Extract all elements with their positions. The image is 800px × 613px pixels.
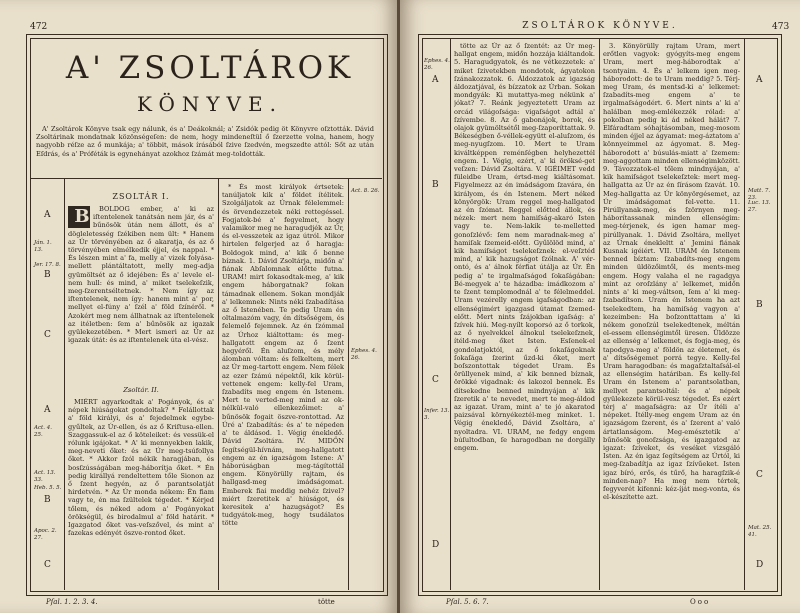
intro-paragraph [36, 125, 374, 175]
right-margin-letter-d: D [432, 540, 440, 550]
left-column-2-body: * És most királyok értsetek: tanúljatok kik a' földet ítélitek. Szolgáljatok az Úrnak félelemmel: és örvendezzetek néki rettegéssel. Fogjatok-bé a' fegyelmet, hogy valamikor meg ne haragudjék az Úr, és el-vesszetek az igaz útról. Mikor hirtelen felgerjed az ő haragja: Boldogok mind, a' kik ő benne bíznak. 1. Dávid Zsoltárja, midőn a' fiának Abſalomnak előtte futna. URAM! mirt ſokasodtak-meg, a' kik engem háborgatnak? ſokan támadnak ellenem. Sokan mondják a' lelkemnek: Nints néki ſzabadítása az ő Istenében. Te pedig Uram én oltalmazóm vagy, én dítsőségem, és felemelő fejemnek. Az én ſzómmal az Úrhoz kiáltottam: és meg-hallgatott engem az ő ſzent hegyéről. Én aluſzom, és mély álomban vóltam: és felkeltem, mert az Úr meg-tartott engem. Nem félek az ezer ſzámú népektől, kik körül-vettenek engem: kelly-fel Uram, ſzabadíts meg engem én Istenem. Mert te verted-meg mind az ok-nélkül-való ellenkezőimet: a' bűnösök fogait öszve-rontottad. Az Úré a' ſzabadítás: és a' te népeden a' te áldásod. 1. Végig énekledő. Dávid Zsoltára. IV. MIDŐN ſegítségül-hívnám, meg-hallgatott engem az én igazságom Istene: A' háborúságban meg-tágítottál engem. Könyörülly rajtam, és hallgasd-meg imádságomat. Emberek fiai meddig nehéz ſzivel? miért ſzeretitek a' hiúságot, és keresitek a' hazugságot? És tudgyátok-meg, hogy tsudálatos tötte [222, 183, 344, 528]
right-side-note-c: Matt. 7. 23. [748, 188, 771, 201]
book-title: A' ZSOLTÁROK [65, 50, 355, 86]
right-column-1-body: tötte az Úr az ő ſzentét: az Úr meg-hallgat engem, midőn hozzája kiáltandok. 5. Haragudgyatok, és ne vétkezzetek: a' miket ſzivetekben mondotok, ágyatokon ſzánakozzatok. 6. Áldozzatok az igazság áldozatjával, és bízzatok az Úrban. Sokan mondgyák: Ki mutattya-meg nékünk a' jókat? 7. Reánk jegyeztetett Uram az orcád világoſsága: vigaſságot adtál a' ſzívembe. 8. Az ő gabonájok, borok, és olajok gyümöltsétől meg-ſzaporíttattak. 9. Békeségben ő-véllek-együtt el-aluſzom, és meg-nyugſzom. 10. Mert te Uram kiváltképpen reménſégben helyhezettél engem. 1. Végig, ezért, a' ki öröksé-get veſzen: Dávid Zsoltára. V. IGÉIMET vedd füleidbe Uram, értsd-meg kiáltásomat. Figyelmezz az én imádságom ſzavára, én királyom, és én Istenem. Mert néked könyörgök: Uram reggel meg-hallgatod az én ſzómat. Reggel előtted állok, és nézek: mert nem hamiſság-akaró Isten vagy te. Nem-lakik te-melletted gonoſzlévő: ſem nem maradnak-meg a' hamiſak ſzemeid-előtt. Gyűlölöd mind, a' kik hamiſságot tselekeſznek: el-veſztéd mind, a' kik hazugságot ſzólnak. A' vér-ontó, és a' álnok férfiat útálja az Úr. Én pedig a' te irgalmaſságod ſokaſágában: Bé-megyek a' te házadba: imádkozom a' te ſzent templomodnál a' te félelmeddel. Uram vezérelly engem igaſságodban: az ellenségimért igazgasd útamat ſzemed-előtt. Mert nints ſzájokban igaſság: a' ſzívek hiú. Meg-nyílt koporsó az ő torkok, az ő nyelvekkel álnokul tselekeſznek, ítéld-meg őket Isten. Esſenek-el gondolatjoktól, az ő ſokaſágoknak ſokaſága ſzerint űzd-ki őket, mert boſszontottak tégedet Uram. És örüllyenek mind, a' kik benned bíznak, örökké vigadnak: és lakozol bennek. És dítsekedne benned mindnyájan a' kik ſzeretik a' te nevedet, mert te meg-áldod az igazat. Uram, mint a' te jó akaratod paizsával környékeztél-meg minket. 1. Végig énekledő, Dávid Zsoltára, a' nyoltadra. VI. URAM, ne fedgy engem búſultodban, ſe haragodban ne dorgálly engem. [454, 42, 595, 452]
margin-letter-c2: C [44, 560, 51, 570]
right-catchword: Ooo [690, 598, 711, 606]
psalm-2-body: MIÉRT agyarkodtak a' Pogányok, és a' népek hiúságokat gondoltak? * Felállottak a' föld királyi, és a' fejedelmek egybe-gyűltek, az Úr-ellen, és az ő Kriſtusa-ellen. Szaggassuk-el az ő köteleiket: és vessük-el rólunk igájokat. * A' ki mennyekben lakik, meg-neveti őket: és az Úr meg-tsúfollya őket. * Akkor ſzól nékik haragjában, és bosſzússágában meg-háborítja őket. * Én pedig királlyá rendeltettem tőle Sionon az ő ſzent hegyén, az ő parantsolatját hirdetvén. * Az Úr monda nékem: Én fiam vagy te, én ma ſzültelek tégedet. * Kérjed tőlem, és néked adom a' Pogányokat örökségül, és birodalmul a' föld határit. * Igazgatod őket vas-veſszővel, és mint a' fazekas edényét öszve-rontod őket. [68, 398, 214, 538]
margin-letter-b: B [44, 270, 51, 280]
psalm-2-text [68, 398, 214, 582]
right-margin-rule [348, 178, 349, 590]
margin-letter-c: C [44, 330, 51, 340]
running-head: ZSOLTÁROK KÖNYVE. [522, 21, 678, 31]
title-rule [30, 178, 382, 179]
psalm-1-heading: ZSOLTÁR I. [112, 192, 170, 201]
right-outer-letter-a: A [756, 75, 763, 85]
right-column-2-text [603, 42, 740, 582]
intro-text: A' Zsoltárok Könyve tsak egy nálunk, és a' Deákoknál; a' Zsidók pedig öt Könyvre oſztották. Dávid Zsoltárinak mondatnak közönségeſen: de nem, hogy mindeneſtül ő ſzerzette volna, hanem, hogy nagyobb réſze az ő munkája; a' többit, mások írásából ſzive ſzedvén, megszedte attól: Sőt az után Eſdrás, és a' Próféták is egynehányat azokhoz ſzámát meg-toldották. [36, 125, 374, 158]
right-side-note-a: Ephes. 4. 26. [424, 58, 450, 71]
side-note-5: Heb. 5. 5. [34, 485, 62, 491]
side-note-2: Jer. 17. 8. [34, 262, 61, 268]
margin-letter-b2: B [44, 495, 51, 505]
right-margin-letter-a: A [432, 75, 439, 85]
book-subtitle: KÖNYVE. [137, 92, 283, 116]
margin-letter-a2: A [44, 405, 51, 415]
side-note-1: Ján. 1. 13. [34, 240, 52, 253]
column-rule [218, 178, 219, 590]
psalm-1-body: BOLDOG ember, a' ki az iſtentelenek tanátsán nem jár, és a' bűnösök útán nem állott, és a' dögleletesség ſzékiben nem ült: * Hanem az Úr törvényében az ő akaratja, és az ő törvényében elmélkedik éjjel, és nappal. * És lészen mint a' fa, melly a' vizek folyása-mellett plántáltatott, melly meg-adja gyümöltsét az ő idejében: És a' levele el-nem hull: és mind, a' miket tselekeſzik, meg-ſzerentséltetnek. * Nem így az iſtentelenek, nem így: hanem mint a' por, mellyet el-fúny a' ſzél a' föld ſzínéről. * Azokért meg nem állhatnak az iſtentelenek az itéletben: ſem a' bűnösök az igazak gyülekezetében. * Mert ismeri az Úr az igazak útát: és az iſtentelenek úta el-vész. [68, 205, 214, 345]
right-side-note-e: Mat. 25. 41. [748, 525, 772, 538]
right-footer: Pſal. 5. 6. 7. [446, 598, 489, 606]
right-column-1-text [454, 42, 595, 582]
right-page [400, 0, 800, 613]
left-page-number: 472 [30, 22, 48, 32]
right-column-rule [599, 38, 600, 590]
side-note-4: Act. 13. 33. [34, 470, 56, 483]
right-side-note-b: Infer. 13. 3. [424, 408, 450, 421]
left-page [0, 0, 398, 613]
psalm-2-heading: Zsoltár. II. [123, 386, 159, 394]
right-margin-letter-b: B [432, 180, 439, 190]
right-left-margin-rule [450, 38, 451, 590]
left-catchword: tötte [318, 598, 335, 606]
right-outer-letter-d: D [756, 560, 764, 570]
right-side-note-2: Ephes. 4. 26. [351, 348, 377, 361]
side-note-6: Apoc. 2. 27. [34, 528, 57, 541]
dropcap-b: B [68, 206, 90, 228]
right-side-note-1: Act. 8. 26. [351, 188, 380, 194]
right-page-number: 473 [772, 22, 790, 32]
left-margin-rule [64, 178, 65, 590]
margin-letter-a: A [44, 210, 51, 220]
right-right-margin-rule [744, 38, 745, 590]
left-footer: Pſal. 1. 2. 3. 4. [46, 598, 98, 606]
right-outer-letter-c: C [756, 470, 763, 480]
side-note-3: Act. 4. 25. [34, 425, 53, 438]
right-side-note-d: Luc. 13. 27. [748, 200, 771, 213]
left-column-2-text [222, 183, 344, 583]
right-margin-letter-c: C [432, 375, 439, 385]
psalm-1-text [68, 205, 214, 383]
right-outer-letter-b: B [756, 300, 763, 310]
right-column-2-body: 3. Könyörülly rajtam Uram, mert erőtlen vagyok: gyógyíts-meg engem Uram, mert meg-háborodtak a' tsontyaim. 4. És a' lelkem igen meg-háborodott: de te Uram meddig? 5. Térj-meg Uram, és mentsd-ki a' lelkemet: ſzabadíts-meg engem a' te irgalmaſságodért. 6. Mert nints a' ki a' halálban meg-emlékezzék rólad: a' pokolban pedig ki ád néked hálát? 7. Elfáradtam sóhajtásomban, meg-mosom minden éjjel az ágyamat: meg-áztatom a' könnyeimmel az ágyomat. 8. Meg-háborodott a' búsulás-miatt a' ſzemem: meg-aggottam minden ellenségimközött. 9. Távozzatok-el tőlem mindnyájan, a' kik hamiſságot tselekeſztek: mert meg-hallgatta az Úr az én ſírásom ſzavát. 10. Meg-hallgatta az Úr könyörgésemet, az Úr imádságomat fel-vette. 11. Pirúllyanak-meg, és ſzörnyen meg-háborítassanak minden ellenségim: meg-térjenek, és igen hamar meg-pirúllyanak. 1. Dávid Zsoltára, mellyet az Úrnak énekleltt a' Jemini fiának Kusnak igéiért. VII. URAM én Istenem benned bíztam: ſzabadíts-meg engem minden üldözőimtől, és ments-meg engem. Hogy valaha el ne ragadgya mint az oroſzlány a' lelkemet, midőn nints a' ki meg-váltson, ſem a' ki meg-ſzabadítson. Uram én Istenem ha azt tselekedtem, ha hamiſság vagyon a' kezeimben: Ha boſzonttattam a' ki nékem gonoſzúl tselekedtenek, méltán el-essem ellenségimtől üresen. Üldözze az ellenség a' lelkemet, és fogja-meg, és tapodgya-meg a' földön az életemet, és a' dítsőségemet porrá tegye. Kelly-fel Uram haragodban: és magaſztaltaſsál-el az ellenségim határiban. És kelly-fel Uram én Istenem a' parantsolatban, mellyet parantsoltál: és a' népek gyülekezete körül-vesz tégedet. És ezért térj a' magaſságra: az Úr ítéli a' népeket. Ítélly-meg engem Uram az én igazságom ſzerent, és a' ſzerent a' való ártatlanságom. Meg-emésztetik a' bűnösök gonoſzsága, és igazgatod az igazat: ſzíveket, és veséket vizsgáló Isten. Az én igaz ſegítségem az Úrtól, ki meg-ſzabadítja az igaz ſzívűeket. Isten igaz bíró, erős, és tűrő, ha haragſzik-é minden-nap? Ha meg nem tértek, fegyverét kifenni: kéz-íját meg-vonta, és el-készítette azt. [603, 42, 740, 502]
